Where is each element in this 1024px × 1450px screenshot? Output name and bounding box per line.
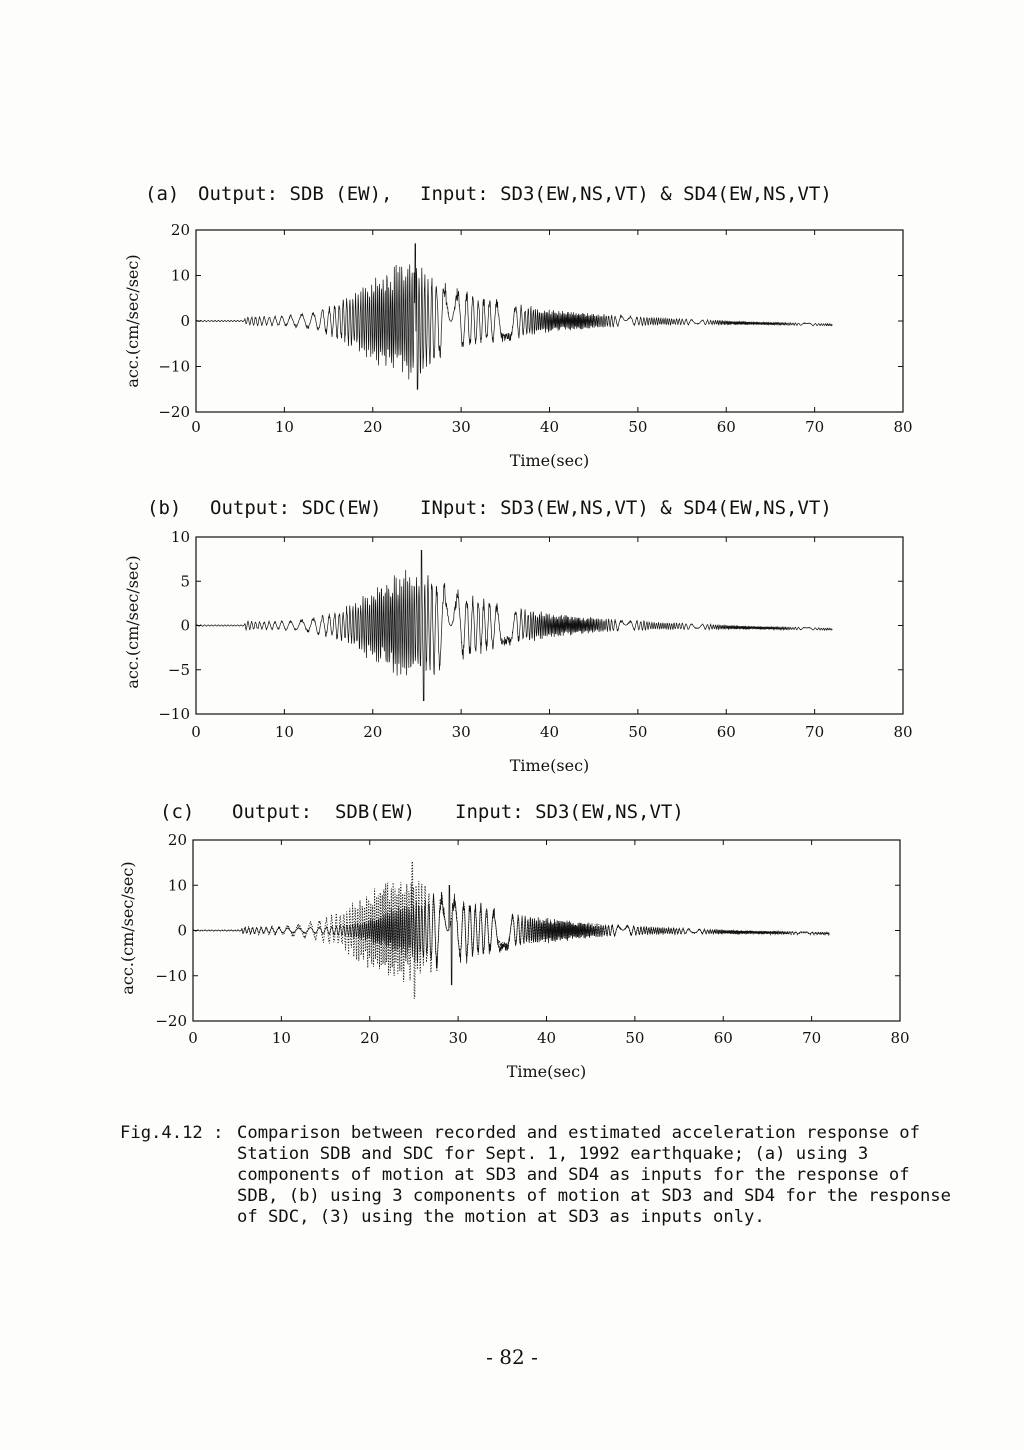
x-tick-label: 60 <box>716 723 736 741</box>
waveform-series-1 <box>193 862 829 999</box>
x-tick-label: 80 <box>893 418 913 436</box>
y-tick-label: −10 <box>158 705 190 723</box>
y-tick-label: 0 <box>180 616 190 635</box>
x-tick-label: 10 <box>271 1029 291 1047</box>
x-tick-label: 60 <box>716 418 736 436</box>
x-tick-label: 20 <box>363 418 383 436</box>
y-axis-label: acc.(cm/sec/sec) <box>118 861 137 995</box>
x-tick-label: 0 <box>191 723 201 741</box>
x-tick-label: 10 <box>274 723 294 741</box>
chart-panel-1 <box>123 528 913 775</box>
x-tick-label: 70 <box>802 1029 822 1047</box>
y-tick-label: −20 <box>155 1012 187 1030</box>
y-tick-label: 20 <box>167 831 187 849</box>
panel-a-label: (a) <box>145 183 180 205</box>
x-axis-label: Time(sec) <box>506 1062 587 1081</box>
y-axis-label: acc.(cm/sec/sec) <box>123 555 142 689</box>
x-tick-label: 0 <box>188 1029 198 1047</box>
y-tick-label: −10 <box>158 357 190 376</box>
x-axis-label: Time(sec) <box>509 756 590 775</box>
x-tick-label: 40 <box>539 418 560 436</box>
panel-a-input: Input: SD3(EW,NS,VT) & SD4(EW,NS,VT) <box>420 183 832 205</box>
x-tick-label: 20 <box>363 723 383 741</box>
y-tick-label: 10 <box>170 528 190 546</box>
page-number: - 82 - <box>486 1345 538 1369</box>
y-tick-label: 10 <box>167 876 187 895</box>
x-tick-label: 50 <box>628 418 648 436</box>
x-tick-label: 40 <box>536 1029 557 1047</box>
x-tick-label: 50 <box>625 1029 645 1047</box>
panel-c-label: (c) <box>160 801 195 823</box>
panel-c-output: Output: SDB(EW) <box>232 801 416 823</box>
x-tick-label: 70 <box>805 418 825 436</box>
x-tick-label: 30 <box>451 418 471 436</box>
waveform-series-0 <box>196 550 832 700</box>
x-axis-label: Time(sec) <box>509 451 590 470</box>
waveform-series-0 <box>193 885 829 985</box>
x-tick-label: 20 <box>360 1029 380 1047</box>
chart-panel-2 <box>118 831 910 1081</box>
x-tick-label: 50 <box>628 723 648 741</box>
y-tick-label: −5 <box>167 660 190 679</box>
x-tick-label: 60 <box>713 1029 733 1047</box>
x-tick-label: 0 <box>191 418 201 436</box>
y-tick-label: −20 <box>158 403 190 421</box>
chart-panel-0 <box>123 221 913 470</box>
caption-text: Comparison between recorded and estimated acceleration response of Station SDB and SDC for Sept. 1, 1992 earthquake; (a) using 3 components of motion at SD3 and SD4 as inputs for the response of SDB, (b) using 3 components of motion at SD3 and SD4 for the response of SDC, (3) using the motion at SD3 as inputs only. <box>237 1123 951 1227</box>
panel-b-output: Output: SDC(EW) <box>210 497 382 519</box>
y-tick-label: 5 <box>180 572 190 591</box>
y-tick-label: −10 <box>155 966 187 985</box>
y-axis-label: acc.(cm/sec/sec) <box>123 254 142 388</box>
panel-b-input: INput: SD3(EW,NS,VT) & SD4(EW,NS,VT) <box>420 497 832 519</box>
y-tick-label: 0 <box>177 921 187 940</box>
x-tick-label: 10 <box>274 418 294 436</box>
panel-c-input: Input: SD3(EW,NS,VT) <box>455 801 684 823</box>
y-tick-label: 10 <box>170 266 190 285</box>
waveform-series-0 <box>196 244 832 390</box>
x-tick-label: 80 <box>890 1029 910 1047</box>
y-tick-label: 20 <box>170 221 190 239</box>
y-tick-label: 0 <box>180 312 190 330</box>
panel-a-output: Output: SDB (EW), <box>198 183 393 205</box>
panel-b-label: (b) <box>147 497 182 519</box>
x-tick-label: 70 <box>805 723 825 741</box>
x-tick-label: 30 <box>451 723 471 741</box>
x-tick-label: 40 <box>539 723 560 741</box>
caption-label: Fig.4.12 : <box>120 1123 224 1143</box>
x-tick-label: 80 <box>893 723 913 741</box>
x-tick-label: 30 <box>448 1029 468 1047</box>
